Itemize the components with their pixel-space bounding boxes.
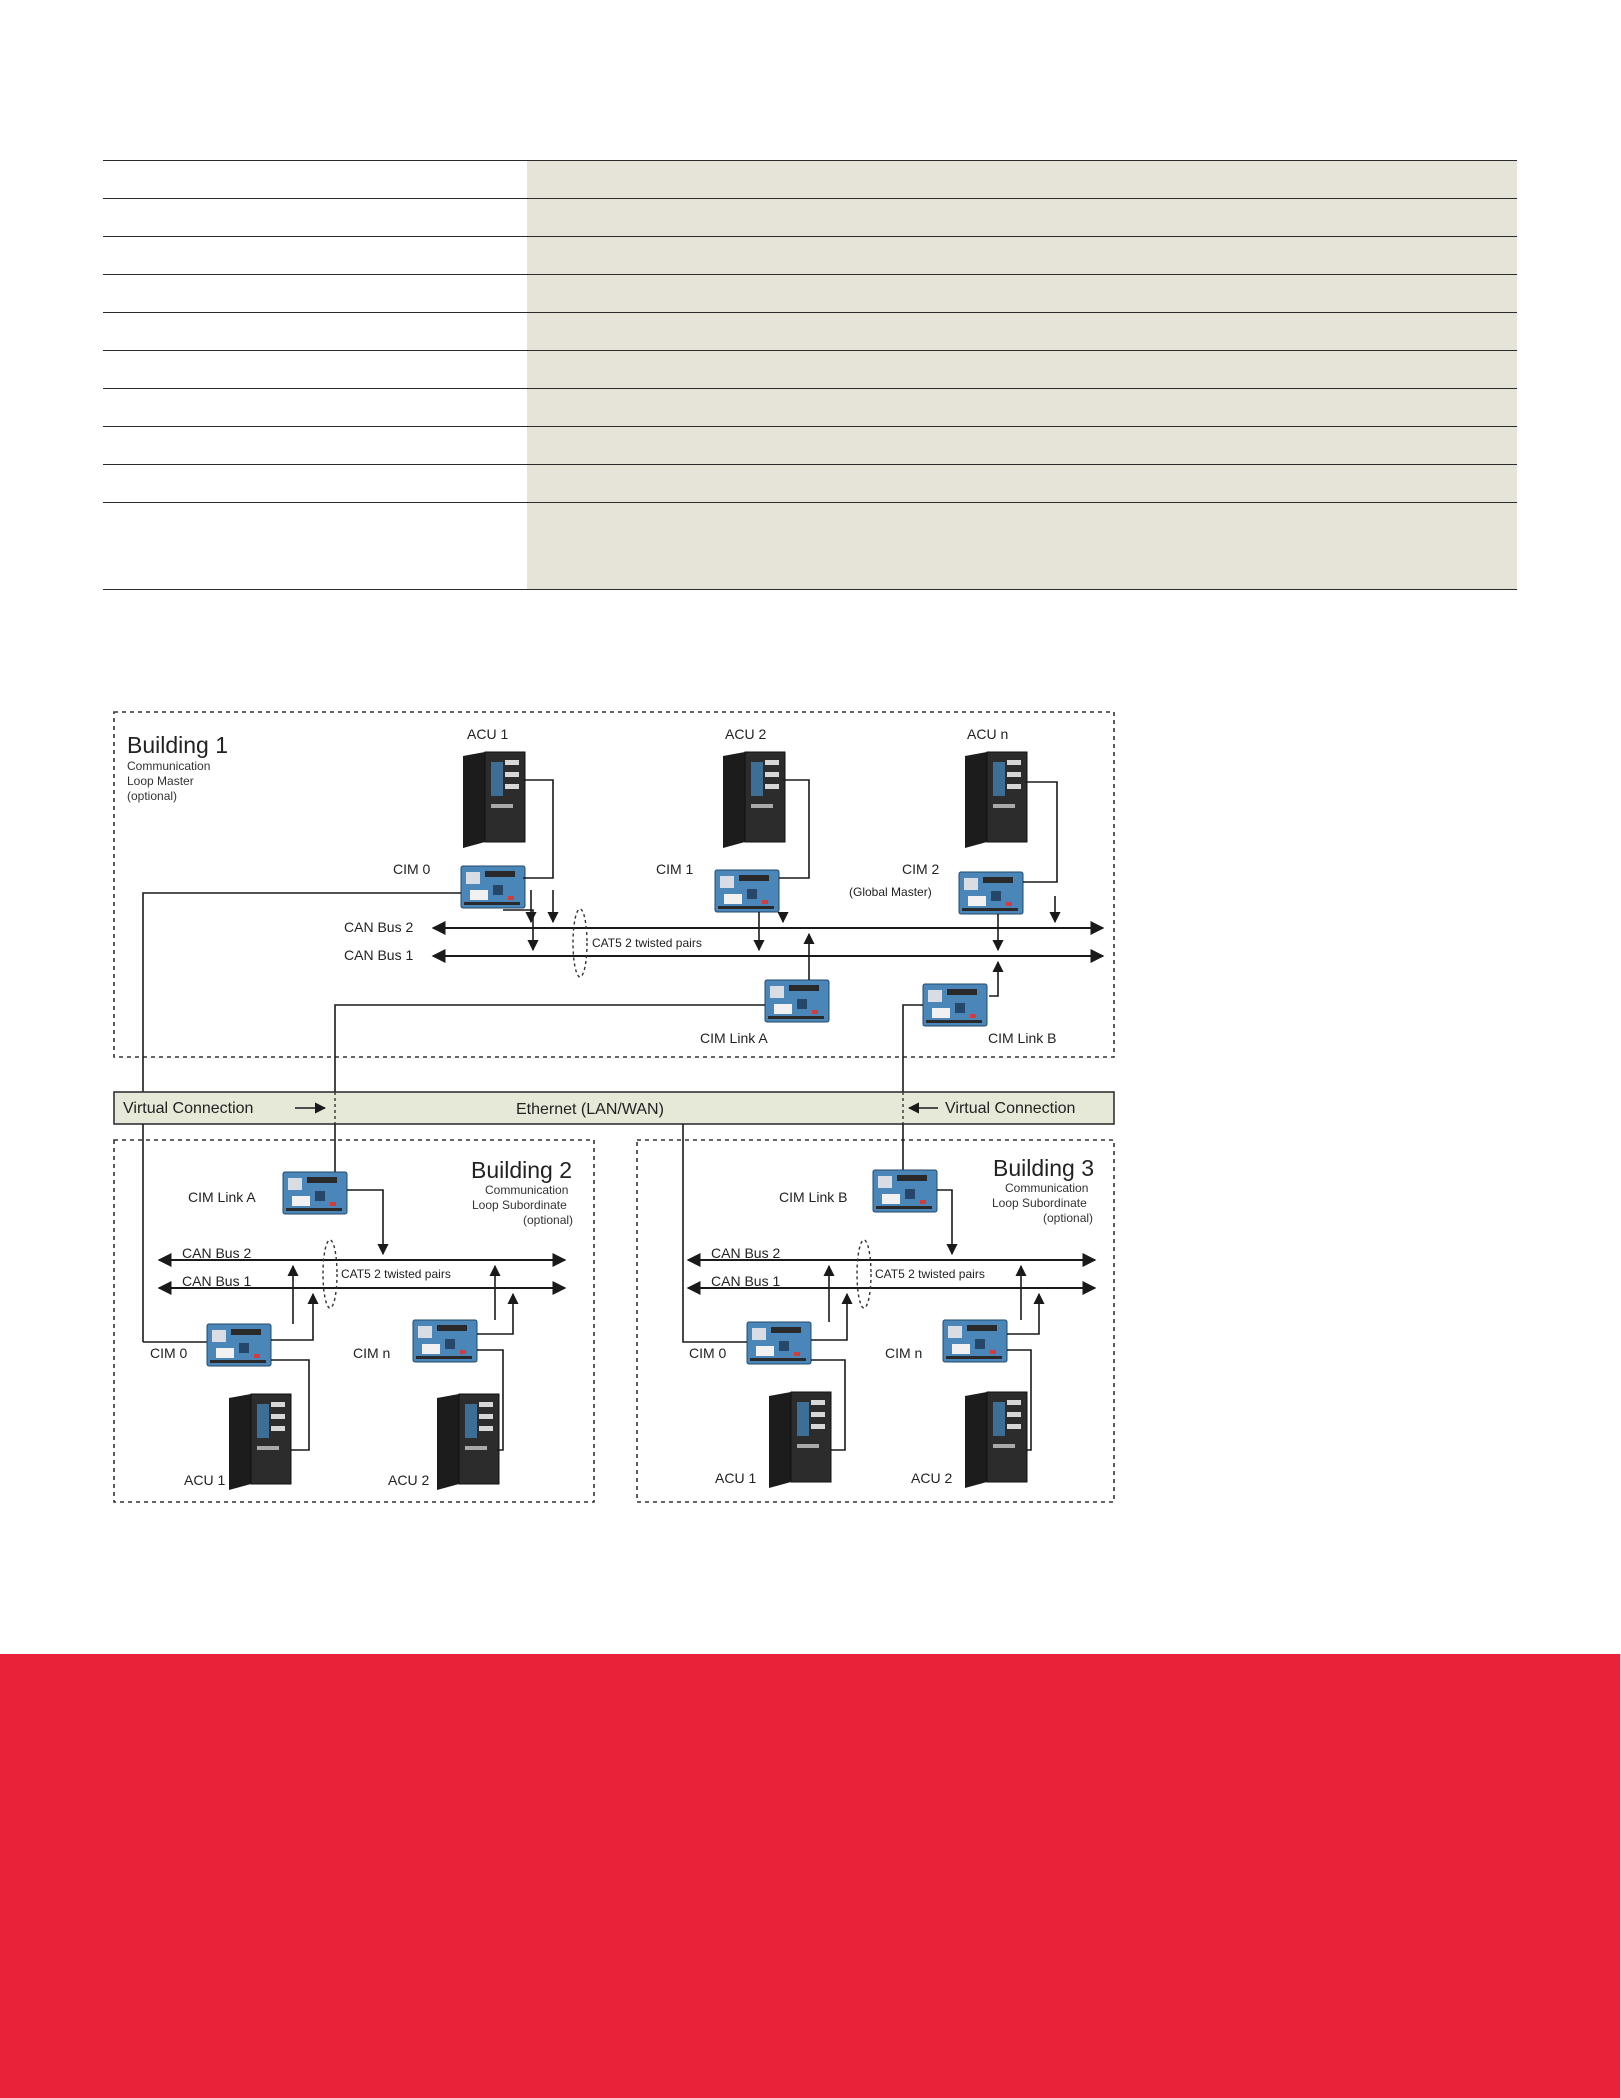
b2-acu-2-label: ACU 2 xyxy=(388,1472,430,1488)
building-3-subtitle-2: Loop Subordinate xyxy=(992,1196,1087,1210)
b2-can-bus-2-label: CAN Bus 2 xyxy=(182,1245,252,1261)
acu-1-enclosure xyxy=(463,752,525,848)
spec-label-cell xyxy=(103,503,527,589)
spec-row xyxy=(103,274,1517,312)
building-3-subtitle-3: (optional) xyxy=(1043,1211,1094,1225)
building-1-title: Building 1 xyxy=(127,732,229,758)
spec-row xyxy=(103,236,1517,274)
building-2-subtitle-2: Loop Subordinate xyxy=(472,1198,567,1212)
b2-cim-n-label: CIM n xyxy=(353,1345,391,1361)
red-footer-band xyxy=(0,1654,1621,2098)
spec-row xyxy=(103,160,1517,198)
ethernet-label: Ethernet (LAN/WAN) xyxy=(516,1101,664,1118)
spec-value-cell xyxy=(527,503,1517,589)
network-diagram xyxy=(103,700,1125,1522)
spec-label-cell xyxy=(103,313,527,350)
spec-label-cell xyxy=(103,161,527,198)
b2-acu-2-enclosure xyxy=(437,1394,499,1490)
cim-1-board xyxy=(715,870,779,912)
spec-label-cell xyxy=(103,351,527,388)
building-3-title: Building 3 xyxy=(993,1155,1095,1181)
spec-value-cell xyxy=(527,237,1517,274)
acu-n-enclosure xyxy=(965,752,1027,848)
b2-acu-1-label: ACU 1 xyxy=(184,1472,226,1488)
cim-2-label: CIM 2 xyxy=(902,861,940,877)
cim-link-a-board xyxy=(765,980,829,1022)
cim-0-label: CIM 0 xyxy=(393,861,431,877)
virtual-connection-right-label: Virtual Connection xyxy=(945,1100,1076,1117)
b3-cim-link-label: CIM Link B xyxy=(779,1189,848,1205)
b3-cat5-label: CAT5 2 twisted pairs xyxy=(875,1267,985,1281)
building-3 xyxy=(637,1124,1114,1502)
building-2-subtitle-1: Communication xyxy=(485,1183,569,1197)
b3-acu-2-label: ACU 2 xyxy=(911,1470,953,1486)
b2-can-bus-1-label: CAN Bus 1 xyxy=(182,1273,252,1289)
building-3-subtitle-1: Communication xyxy=(1005,1181,1089,1195)
b2-cim-0-label: CIM 0 xyxy=(150,1345,188,1361)
b3-acu-1-enclosure xyxy=(769,1392,831,1488)
spec-row xyxy=(103,464,1517,502)
spec-row xyxy=(103,388,1517,426)
spec-label-cell xyxy=(103,389,527,426)
building-2-title: Building 2 xyxy=(471,1157,573,1183)
b3-can-bus-2-label: CAN Bus 2 xyxy=(711,1245,781,1261)
building-2 xyxy=(114,1124,594,1502)
b2-cim-n-board xyxy=(413,1320,477,1362)
b3-acu-2-enclosure xyxy=(965,1392,1027,1488)
cim-link-b-label: CIM Link B xyxy=(988,1030,1057,1046)
b3-acu-1-label: ACU 1 xyxy=(715,1470,757,1486)
cim-link-b-board xyxy=(923,984,987,1026)
building-1 xyxy=(114,712,1114,1092)
spec-value-cell xyxy=(527,199,1517,236)
acu-1-label: ACU 1 xyxy=(467,726,509,742)
b3-cim-0-label: CIM 0 xyxy=(689,1345,727,1361)
b3-cim-0-board xyxy=(747,1322,811,1364)
b2-cim-0-board xyxy=(207,1324,271,1366)
spec-value-cell xyxy=(527,389,1517,426)
spec-label-cell xyxy=(103,199,527,236)
spec-row xyxy=(103,198,1517,236)
cim-2-board xyxy=(959,872,1023,914)
can-bus-1-label: CAN Bus 1 xyxy=(344,947,414,963)
spec-row xyxy=(103,312,1517,350)
ethernet-bar xyxy=(114,1092,1114,1124)
cim-0-board xyxy=(461,866,525,908)
acu-2-enclosure xyxy=(723,752,785,848)
cat5-label: CAT5 2 twisted pairs xyxy=(592,936,702,950)
spec-label-cell xyxy=(103,427,527,464)
spec-value-cell xyxy=(527,465,1517,502)
can-bus-2-label: CAN Bus 2 xyxy=(344,919,414,935)
spec-label-cell xyxy=(103,275,527,312)
spec-value-cell xyxy=(527,351,1517,388)
global-master-label: (Global Master) xyxy=(849,885,932,899)
spec-value-cell xyxy=(527,427,1517,464)
building-2-subtitle-3: (optional) xyxy=(523,1213,574,1227)
virtual-connection-left-label: Virtual Connection xyxy=(123,1100,254,1117)
b2-acu-1-enclosure xyxy=(229,1394,291,1490)
b2-cim-link-label: CIM Link A xyxy=(188,1189,256,1205)
spec-table xyxy=(103,160,1517,590)
spec-label-cell xyxy=(103,465,527,502)
spec-value-cell xyxy=(527,313,1517,350)
building-1-subtitle-2: Loop Master xyxy=(127,774,194,788)
spec-row xyxy=(103,426,1517,464)
spec-value-cell xyxy=(527,161,1517,198)
spec-value-cell xyxy=(527,275,1517,312)
spec-label-cell xyxy=(103,237,527,274)
building-1-subtitle-3: (optional) xyxy=(127,789,178,803)
b3-can-bus-1-label: CAN Bus 1 xyxy=(711,1273,781,1289)
b2-cim-link-a-board xyxy=(283,1172,347,1214)
b2-cat5-label: CAT5 2 twisted pairs xyxy=(341,1267,451,1281)
b3-cim-link-b-board xyxy=(873,1170,937,1212)
b3-cim-n-board xyxy=(943,1320,1007,1362)
spec-row xyxy=(103,350,1517,388)
cim-1-label: CIM 1 xyxy=(656,861,694,877)
building-1-subtitle-1: Communication xyxy=(127,759,211,773)
acu-n-label: ACU n xyxy=(967,726,1009,742)
spec-row xyxy=(103,502,1517,590)
b3-cim-n-label: CIM n xyxy=(885,1345,923,1361)
cim-link-a-label: CIM Link A xyxy=(700,1030,768,1046)
acu-2-label: ACU 2 xyxy=(725,726,767,742)
